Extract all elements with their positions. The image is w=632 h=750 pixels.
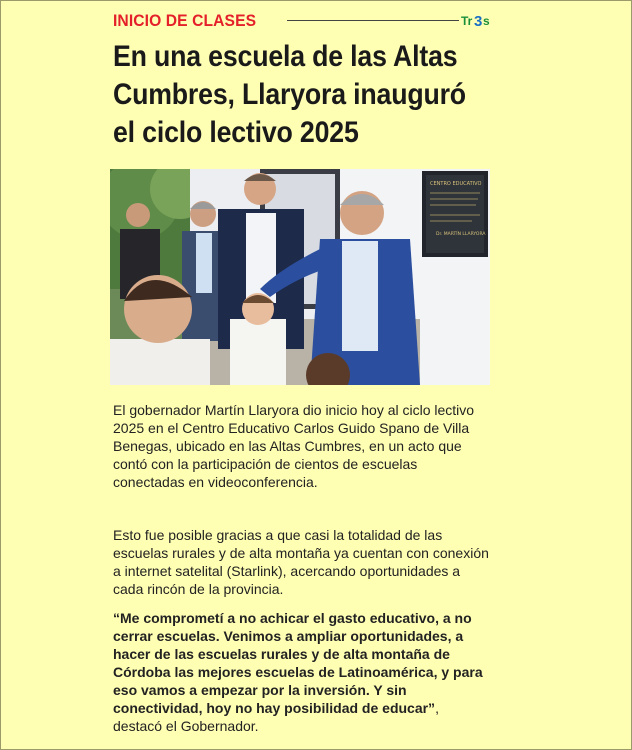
article-paragraph-2: Esto fue posible gracias a que casi la totalidad de las escuelas rurales y de alta montaña ya cuentan con conexión a internet satelital (Starlink), acercando oportunidades a cada rincón de la provincia. — [113, 527, 489, 597]
svg-text:Tr: Tr — [461, 14, 473, 28]
article-photo — [110, 169, 490, 385]
svg-text:s: s — [483, 14, 490, 28]
tr3s-logo — [460, 10, 493, 30]
quote-attribution: , destacó el Gobernador. — [113, 700, 439, 734]
headline: En una escuela de las Altas Cumbres, Llaryora inauguró el ciclo lectivo 2025 — [113, 40, 466, 149]
article-header — [113, 10, 493, 34]
article-paragraph-3 — [113, 609, 491, 735]
section-tag: INICIO DE CLASES — [113, 11, 257, 30]
plaque-name: Dr. MARTÍN LLARYORA — [436, 232, 486, 237]
article-paragraph-1: El gobernador Martín Llaryora dio inicio hoy al ciclo lectivo 2025 en el Centro Educativo Carlos Guido Spano de Villa Benegas, ubicado en las Altas Cumbres, en un acto que contó con la participación de cientos de escuelas conectadas en videoconferencia. — [113, 402, 475, 490]
header-divider — [287, 20, 459, 21]
photo-scene — [110, 169, 490, 385]
plaque-title: CENTRO EDUCATIVO — [430, 181, 482, 187]
svg-text:3: 3 — [474, 13, 483, 30]
governor-quote: “Me comprometí a no achicar el gasto educativo, a no cerrar escuelas. Venimos a ampliar oportunidades, a hacer de las escuelas rurales y de alta montaña de Córdoba las mejores escuelas de Latinoamérica, y para eso vamos a empezar por la inversión. Y sin conectividad, hoy no hay posibilidad de educar” — [113, 610, 483, 716]
